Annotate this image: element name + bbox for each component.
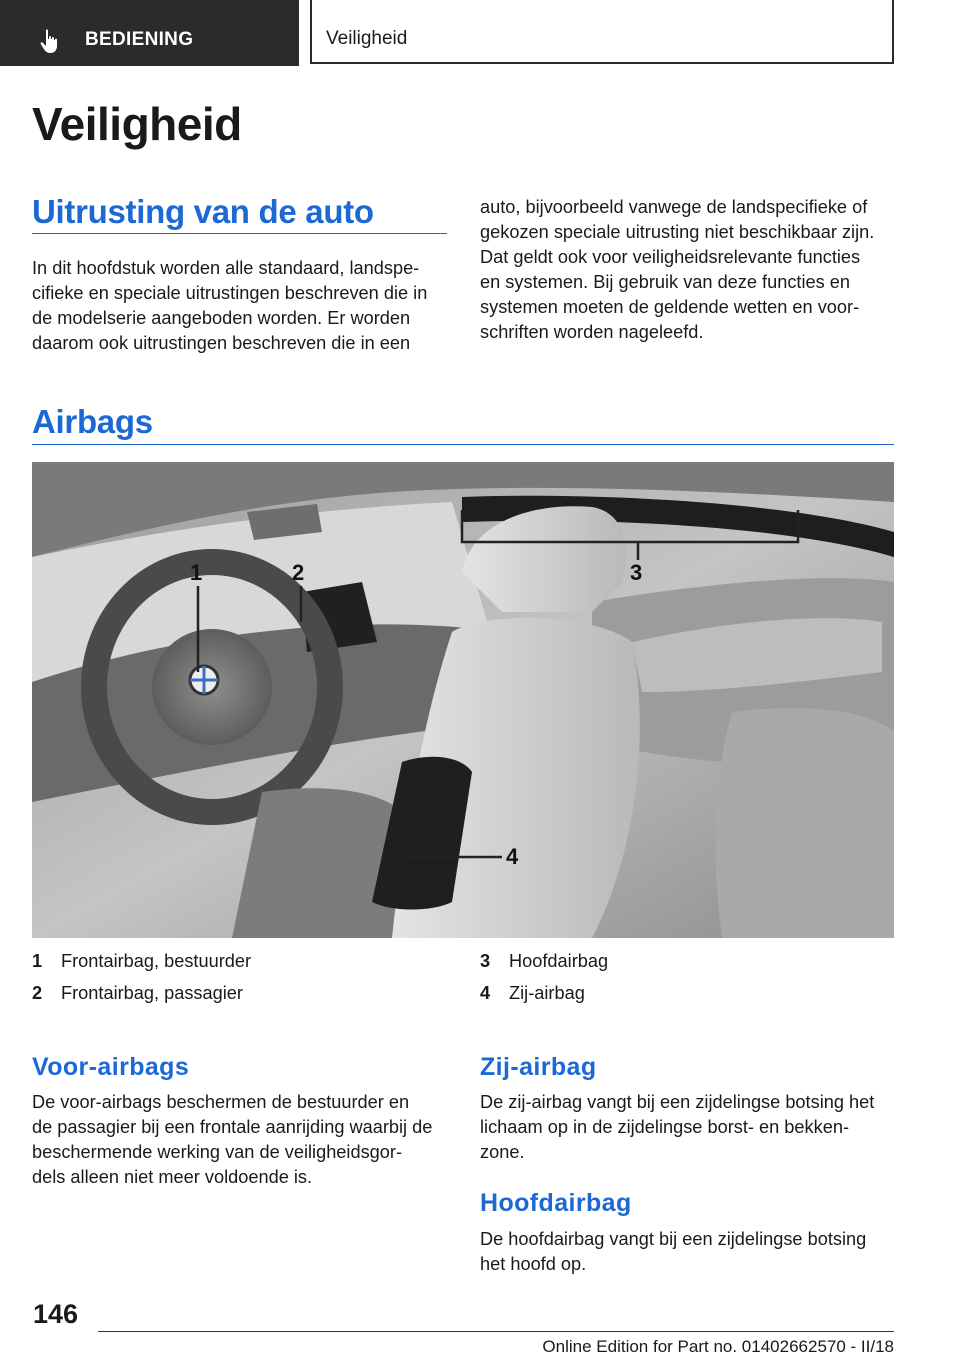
page-number: 146 — [33, 1299, 79, 1329]
legend-col2: 3 Hoofdairbag 4 Zij-airbag — [480, 951, 609, 1003]
section-tab-label: BEDIENING — [85, 29, 194, 50]
chapter-label: Veiligheid — [326, 28, 408, 49]
callout-3: 3 — [630, 560, 643, 585]
airbags-heading-rule — [32, 444, 894, 445]
head-airbag-text: De hoofdairbag vangt bij een zijdelingse botsing het hoofd op. — [480, 1229, 867, 1274]
callout-1: 1 — [190, 560, 203, 585]
airbags-heading: Airbags — [32, 403, 153, 440]
callout-4: 4 — [506, 844, 519, 869]
side-airbag-heading: Zij-airbag — [480, 1053, 597, 1081]
page-title: Veiligheid — [32, 98, 242, 150]
equipment-heading-rule — [32, 233, 447, 234]
section-tab[interactable] — [0, 0, 299, 66]
front-airbags-text: De voor-airbags beschermen de bestuurder en de passagier bij een frontale aanrijding waarbij de beschermende werking van de veiligheidsgor- dels alleen niet meer voldoende is. — [32, 1092, 433, 1187]
equipment-text-col2: auto, bijvoorbeeld vanwege de landspecifieke of gekozen speciale uitrusting niet beschikbaar zijn. Dat geldt ook voor veiligheidsrelevante functies en systemen. Bij gebruik van deze functies en systemen moeten de geldende wetten en voor- schriften worden nageleefd. — [480, 197, 875, 342]
footer-edition: Online Edition for Part no. 01402662570 - II/18 — [542, 1337, 894, 1356]
callout-2: 2 — [292, 560, 305, 585]
legend-col1: 1 Frontairbag, bestuurder 2 Frontairbag, passagier — [32, 951, 252, 1003]
hand-pointer-icon — [38, 28, 62, 54]
head-airbag-heading: Hoofdairbag — [480, 1189, 632, 1217]
footer-rule — [98, 1331, 894, 1332]
equipment-heading: Uitrusting van de auto — [32, 193, 374, 230]
side-airbag-text: De zij-airbag vangt bij een zijdelingse botsing het lichaam op in de zijdelingse borst- en bekken- zone. — [480, 1092, 875, 1162]
equipment-text-col1: In dit hoofdstuk worden alle standaard, landspe- cifieke en speciale uitrustingen beschreven die in de modelserie aangeboden worden. Er worden daarom ook uitrustingen beschreven die in een — [32, 258, 428, 353]
airbag-location-illustration — [32, 462, 894, 938]
chapter-header — [310, 0, 894, 64]
front-airbags-heading: Voor-airbags — [32, 1053, 190, 1081]
